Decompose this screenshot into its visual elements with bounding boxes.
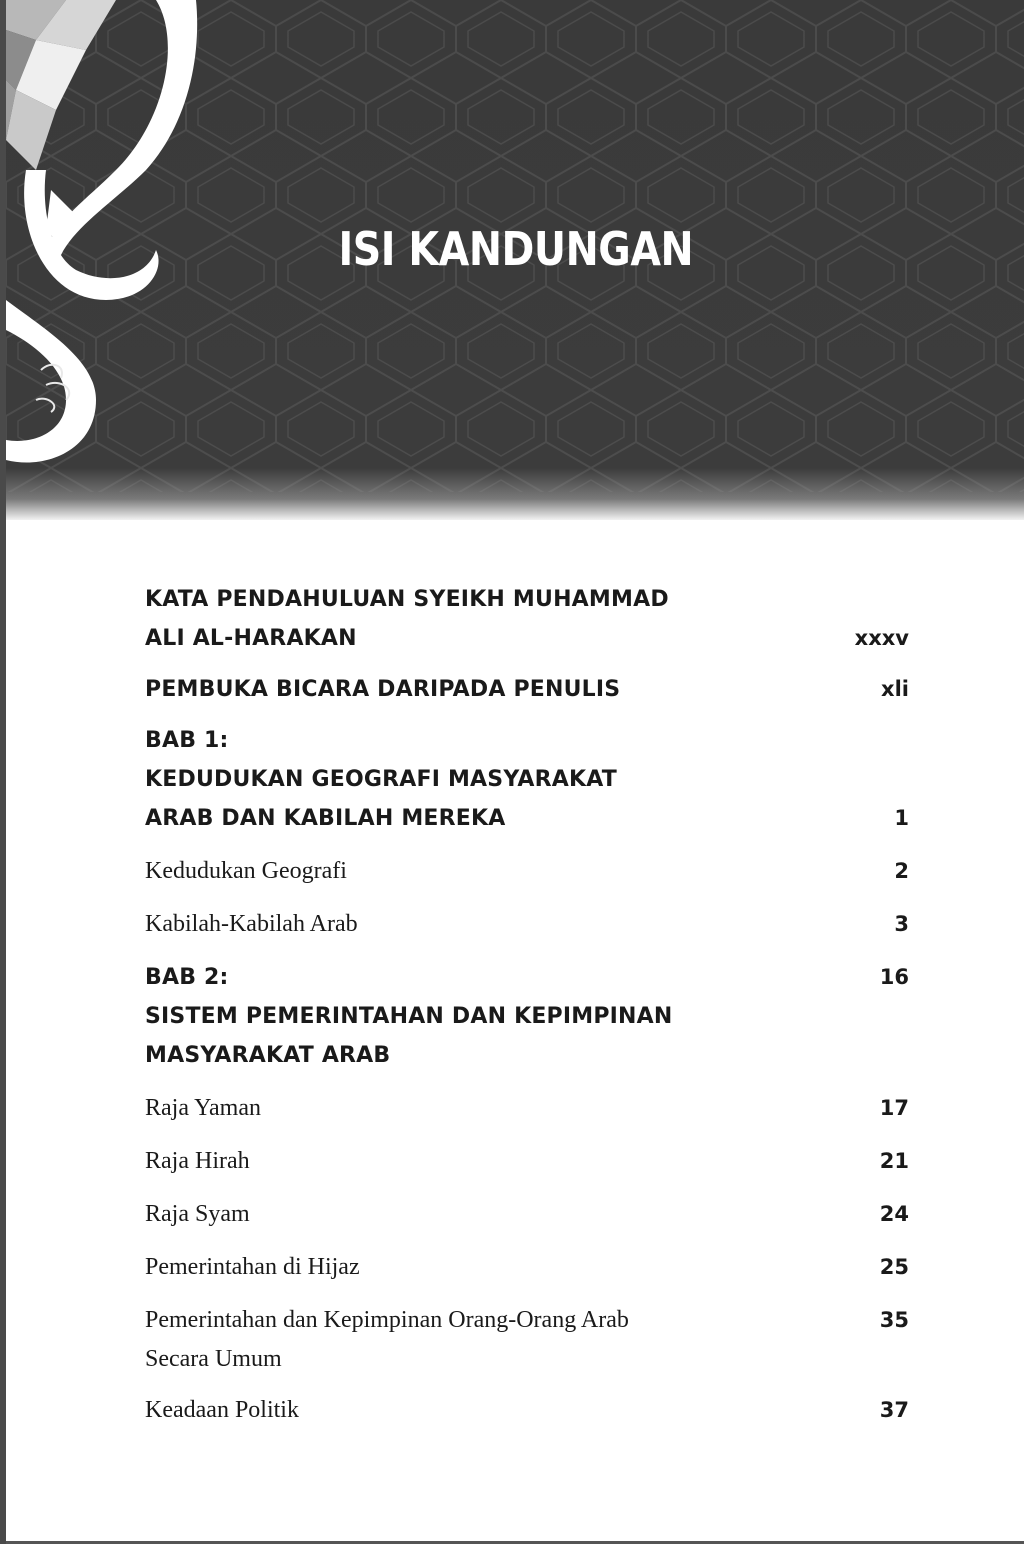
toc-subentry — [145, 1089, 909, 1128]
toc-entry-title — [145, 1248, 745, 1287]
toc-entry-title — [145, 958, 745, 1075]
toc-entry-title — [145, 670, 745, 709]
toc-page-number: 2 — [894, 859, 909, 883]
toc-subentry — [145, 1248, 909, 1287]
toc-entry-title — [145, 1301, 745, 1379]
toc-page-number: 17 — [879, 1096, 909, 1120]
toc-page-number: xxxv — [854, 626, 909, 650]
toc-entry-line: MASYARAKAT ARAB — [145, 1043, 391, 1068]
header-band — [6, 0, 1024, 520]
table-of-contents — [145, 568, 909, 1430]
toc-entry-line: BAB 2: — [145, 965, 229, 990]
toc-entry-line: Pemerintahan dan Kepimpinan Orang-Orang Arab — [145, 1307, 629, 1333]
toc-entry-title — [145, 721, 745, 838]
toc-subentry — [145, 1195, 909, 1234]
toc-entry-line: KATA PENDAHULUAN SYEIKH MUHAMMAD — [145, 587, 669, 612]
toc-page-number: 3 — [894, 912, 909, 936]
toc-entry-line: PEMBUKA BICARA DARIPADA PENULIS — [145, 677, 621, 702]
toc-entry-title — [145, 1391, 745, 1430]
toc-page-number: 1 — [894, 806, 909, 830]
toc-entry-line: Pemerintahan di Hijaz — [145, 1254, 360, 1280]
toc-subentry — [145, 1142, 909, 1181]
toc-page-number: 25 — [879, 1255, 909, 1279]
toc-heading-entry — [145, 580, 909, 658]
toc-entry-title — [145, 905, 745, 944]
toc-entry-line: Secara Umum — [145, 1346, 282, 1372]
toc-subentry — [145, 1391, 909, 1430]
toc-entry-line: BAB 1: — [145, 728, 229, 753]
toc-subentry — [145, 1301, 909, 1379]
toc-heading-entry — [145, 670, 909, 709]
toc-entry-line: ALI AL-HARAKAN — [145, 626, 357, 651]
toc-heading-entry — [145, 721, 909, 838]
toc-heading-entry — [145, 958, 909, 1075]
toc-entry-title — [145, 1142, 745, 1181]
toc-entry-line: Raja Yaman — [145, 1095, 261, 1121]
toc-entry-line: Keadaan Politik — [145, 1397, 299, 1423]
toc-entry-title — [145, 852, 745, 891]
toc-entry-line: Kedudukan Geografi — [145, 858, 347, 884]
toc-entry-title — [145, 580, 745, 658]
toc-entry-line: Raja Hirah — [145, 1148, 250, 1174]
toc-entry-title — [145, 1195, 745, 1234]
toc-page-number: 16 — [879, 965, 909, 989]
toc-page-number: 37 — [879, 1398, 909, 1422]
toc-page-number: 35 — [879, 1308, 909, 1332]
toc-entry-line: SISTEM PEMERINTAHAN DAN KEPIMPINAN — [145, 1004, 673, 1029]
toc-entry-line: Raja Syam — [145, 1201, 250, 1227]
toc-entry-line: KEDUDUKAN GEOGRAFI MASYARAKAT — [145, 767, 617, 792]
toc-entry-line: Kabilah-Kabilah Arab — [145, 911, 358, 937]
toc-subentry — [145, 905, 909, 944]
toc-page-number: 24 — [879, 1202, 909, 1226]
page-title: ISI KANDUNGAN — [338, 222, 694, 276]
toc-page-number: xli — [881, 677, 909, 701]
toc-page-number: 21 — [879, 1149, 909, 1173]
toc-entry-title — [145, 1089, 745, 1128]
toc-entry-line: ARAB DAN KABILAH MEREKA — [145, 806, 506, 831]
toc-subentry — [145, 852, 909, 891]
